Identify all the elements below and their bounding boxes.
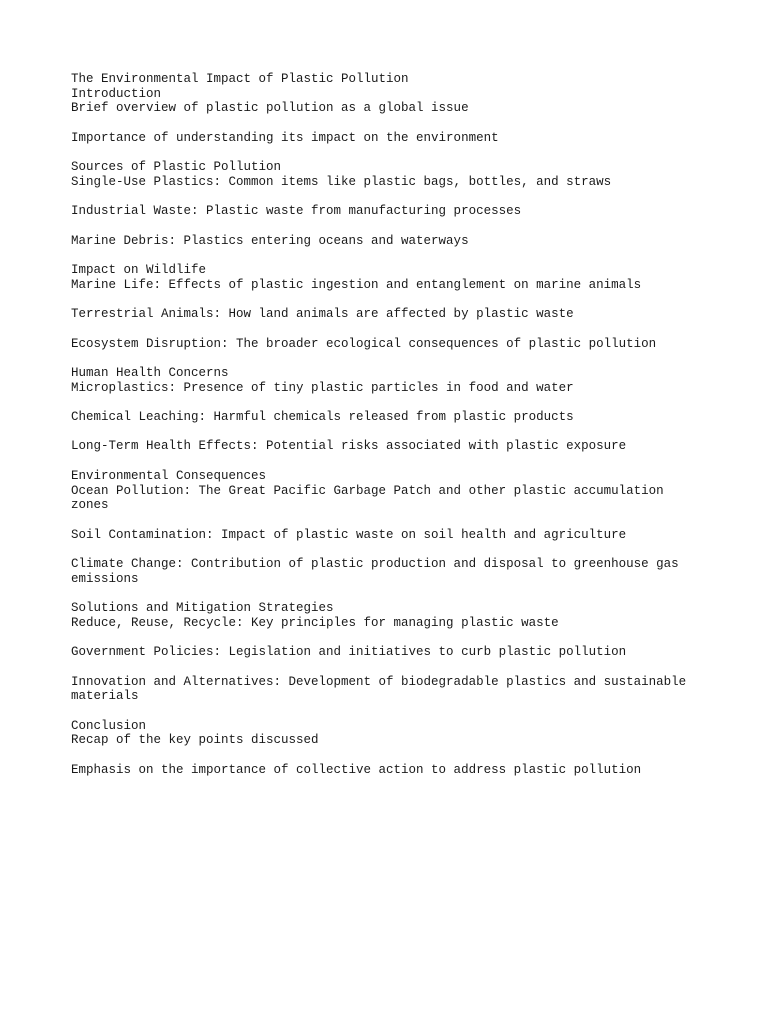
- section-heading-solutions: Solutions and Mitigation Strategies: [71, 601, 334, 616]
- solutions-item: Reduce, Reuse, Recycle: Key principles for managing plastic waste: [71, 615, 559, 630]
- solutions-item: Innovation and Alternatives: Development of biodegradable plastics and sustainable materials: [71, 674, 694, 704]
- document-page: [71, 72, 711, 777]
- section-heading-conclusion: Conclusion: [71, 718, 147, 733]
- sources-item: Single-Use Plastics: Common items like plastic bags, bottles, and straws: [71, 174, 612, 189]
- environment-item: Soil Contamination: Impact of plastic waste on soil health and agriculture: [71, 527, 627, 542]
- environment-item: Climate Change: Contribution of plastic production and disposal to greenhouse gas emissions: [71, 557, 687, 586]
- wildlife-item: Terrestrial Animals: How land animals are affected by plastic waste: [71, 307, 574, 322]
- section-heading-wildlife: Impact on Wildlife: [71, 263, 207, 278]
- sources-item: Marine Debris: Plastics entering oceans and waterways: [71, 233, 469, 248]
- health-item: Microplastics: Presence of tiny plastic particles in food and water: [71, 380, 574, 395]
- conclusion-item: Recap of the key points discussed: [71, 733, 319, 748]
- solutions-item: Government Policies: Legislation and initiatives to curb plastic pollution: [71, 645, 627, 660]
- conclusion-item: Emphasis on the importance of collective action to address plastic pollution: [71, 762, 642, 777]
- health-item: Chemical Leaching: Harmful chemicals released from plastic products: [71, 410, 574, 425]
- wildlife-item: Marine Life: Effects of plastic ingestion and entanglement on marine animals: [71, 277, 642, 292]
- document-title: The Environmental Impact of Plastic Pollution: [71, 72, 409, 86]
- wildlife-item: Ecosystem Disruption: The broader ecological consequences of plastic pollution: [71, 336, 657, 351]
- introduction-item: Importance of understanding its impact on the environment: [71, 130, 499, 145]
- section-heading-health: Human Health Concerns: [71, 365, 229, 380]
- section-heading-sources: Sources of Plastic Pollution: [71, 160, 282, 175]
- health-item: Long-Term Health Effects: Potential risks associated with plastic exposure: [71, 439, 627, 454]
- section-heading-introduction: Introduction: [71, 86, 162, 101]
- environment-item: Ocean Pollution: The Great Pacific Garbage Patch and other plastic accumulation zones: [71, 483, 672, 513]
- sources-item: Industrial Waste: Plastic waste from manufacturing processes: [71, 204, 522, 219]
- introduction-item: Brief overview of plastic pollution as a global issue: [71, 101, 469, 116]
- section-heading-environment: Environmental Consequences: [71, 468, 267, 483]
